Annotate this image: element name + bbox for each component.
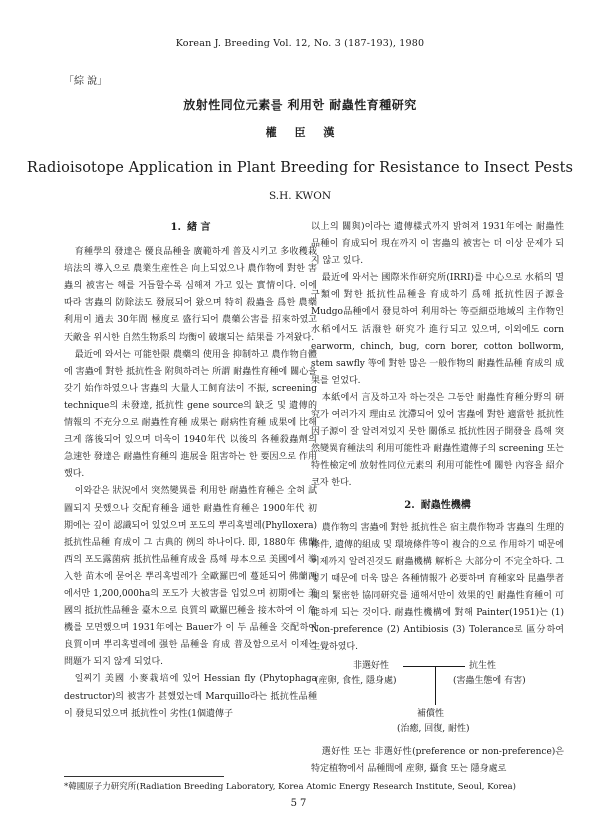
diagram-label-antibiosis: 抗生性: [469, 661, 497, 672]
paragraph: 農作物의 害蟲에 對한 抵抗性은 宿主農作物과 害蟲의 生理的條件, 遺傳的組成 및 環境條件等이 複合的으로 作用하기 때문에 이제까지 알려진것도 耐蟲機構 解析은 大部分이 不完全하다. 그렇기 때문에 더욱 많은 各種情報가 必要하며 育種家와 昆蟲學者間의 緊密한 協同研究를 通해서만이 效果的인 耐蟲性育種이 可能하게 되는 것이다. 耐蟲性機構에 對해 Painter(1951)는 (1) Non-preference (2) Antibiosis (3) Tolerance로 區分하여 生覺하였다.: [311, 522, 564, 653]
footnote: *韓國原子力研究所(Radiation Breeding Laboratory, Korea Atomic Energy Research Institute, Seoul, Korea): [64, 782, 516, 792]
page-number: 57: [290, 798, 310, 809]
paragraph: 일찌기 美國 小麥栽培에 있어 Hessian fly (Phytophaga destructor)의 被害가 甚했었는데 Marquillo라는 抵抗性品種이 發見되었으며 抵抗性이 劣性(1個遺傳子: [64, 674, 317, 719]
resistance-mechanism-diagram: [311, 658, 564, 738]
section-label: 「綜 說」: [64, 76, 108, 87]
diagram-sublabel-nonpreference: (産卵, 食性, 隱身處): [315, 676, 397, 687]
paragraph: 以上의 關與)이라는 遺傳樣式까지 밝혀져 1931年에는 耐蟲性品種이 育成되어 現在까지 이 害蟲의 被害는 더 이상 문제가 되지 않고 있다.: [311, 222, 564, 267]
english-title: Radioisotope Application in Plant Breeding for Resistance to Insect Pests: [26, 160, 574, 176]
footnote-rule: [64, 776, 224, 777]
diagram-connector: [403, 666, 465, 667]
diagram-sublabel-antibiosis: (害蟲生態에 有害): [453, 676, 526, 687]
paragraph: 本紙에서 言及하고자 하는것은 그동안 耐蟲性育種分野의 研究가 여러가지 理由로 沈滯되어 있어 害蟲에 對한 適當한 抵抗性因子源이 잘 알려져있지 못한 關係로 抵抗性因子開發을 爲해 突然變異育種法의 利用可能性과 耐蟲性遺傳子의 screening 또는 特性檢定에 放射性同位元素의 利用可能性에 關한 內容을 紹介코자 한다.: [311, 392, 564, 489]
korean-author: 權 臣 漢: [265, 126, 335, 139]
paragraph: 最近에 와서는 可能한限 農藥의 使用을 抑制하고 農作物自體에 害蟲에 對한 抵抗性을 附與하려는 所謂 耐蟲性育種에 關心을 갖기 始作하였으나 害蟲의 大量人工飼育法이 不振, screening technique의 未發達, 抵抗性 gene source의 缺乏 및 遺傳的情報의 不充分으로 耐蟲性育種 成果는 耐病性育種 成果에 比해 크게 落後되어 있으며 더욱이 1940年代 以後의 各種殺蟲劑의 急速한 發達은 耐蟲性育種의 進展을 阻害하는 한 要因으로 作用했다.: [64, 349, 317, 480]
korean-title: 放射性同位元素를 利用한 耐蟲性育種研究: [183, 98, 417, 112]
right-column: [311, 219, 564, 779]
diagram-sublabel-tolerance: (治癒, 回復, 耐性): [397, 724, 470, 735]
journal-citation: Korean J. Breeding Vol. 12, No. 3 (187-193), 1980: [175, 38, 425, 49]
paragraph: 이와같은 狀況에서 突然變異를 利用한 耐蟲性育種은 全혀 試圖되지 못했으나 交配育種을 通한 耐蟲性育種은 1900年代 初期에는 깊이 認識되어 있었으며 포도의 뿌리혹벌레(Phylloxera) 抵抗性品種 育成이 그 古典的 例의 하나이다. 即, 1880年 佛蘭西의 포도露菌病 抵抗性品種育成을 爲해 母本으로 美國에서 導入한 苗木에 묻어온 뿌리혹벌레가 全歐羅巴에 蔓延되어 佛蘭西에서만 1,200,000ha의 포도가 大被害를 입었으며 初期에는 美國의 抵抗性品種을 臺木으로 良質의 歐羅巴種을 接木하여 이 危機를 모면했으며 1931年에는 Bauer가 이 두 品種을 交配하여 良質이며 뿌리혹벌레에 强한 品種을 育成 普及함으로서 이제는 問題가 되지 않게 되었다.: [64, 486, 318, 668]
english-author: S.H. KWON: [268, 190, 332, 202]
section-heading-mechanism: 2. 耐蟲性機構: [404, 499, 471, 511]
left-column: [64, 219, 317, 723]
paragraph: 選好性 또는 非選好性(preference or non-preference)은 特定植物에서 品種間에 産卵, 攝食 또는 隱身處로: [311, 747, 564, 775]
diagram-label-nonpreference: 非選好性: [353, 661, 390, 672]
section-heading-introduction: 1. 緖 言: [170, 222, 211, 233]
paragraph: 最近에 와서는 國際米作研究所(IRRI)를 中心으로 水稻의 멸구類에 對한 抵抗性品種을 育成하기 爲해 抵抗性因子源을 Mudgo品種에서 發見하여 利用하는 等亞細亞地域의 主作物인 水稻에서도 活潑한 研究가 進行되고 있으며, 이외에도 corn earworm, chinch, bug, corn borer, cotton bollworm, stem sawfly 等에 對한 많은 一般作物의 耐蟲性品種 育成의 成果를 얻었다.: [311, 273, 564, 386]
diagram-connector: [435, 667, 436, 705]
diagram-label-tolerance: 補償性: [417, 709, 445, 720]
paragraph: 育種學의 發達은 優良品種을 廣範하게 普及시키고 多收穫栽培法의 導入으로 農業生産性은 向上되었으나 農作物에 對한 害蟲의 被害는 해를 거듭할수록 심해져 가고 있는 實情이다. 이에 따라 害蟲의 防除法도 發展되어 왔으며 特히 殺蟲을 爲한 農藥利用이 過去 30年間 極度로 盛行되어 農藥公害를 招來하였고 天敵을 위시한 自然生物系의 均衡이 破壞되는 結果를 가져왔다.: [64, 247, 317, 343]
